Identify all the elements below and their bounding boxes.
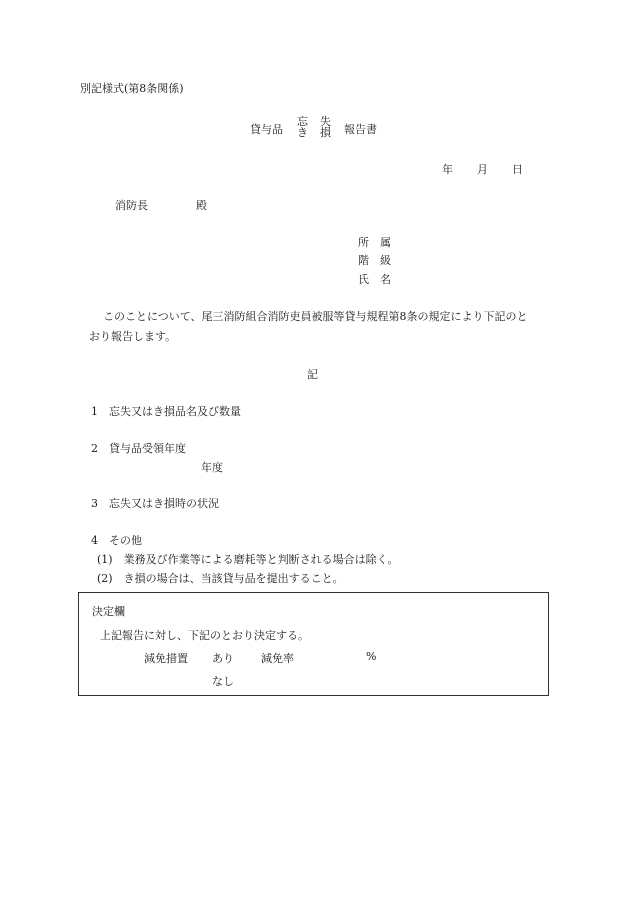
item-1: 1 忘失又はき損品名及び数量: [91, 405, 241, 418]
item-4: 4 その他: [91, 534, 142, 547]
date-year: 年: [442, 163, 453, 176]
body-line-2: おり報告します。: [89, 330, 177, 343]
body-line-1: このことについて、尾三消防組合消防吏員被服等貸与規程第8条の規定により下記のと: [103, 310, 528, 323]
item-3: 3 忘失又はき損時の状況: [91, 497, 219, 510]
title-prefix: 貸与品: [250, 123, 283, 136]
item-2: 2 貸与品受領年度: [91, 442, 186, 455]
item-4-sub-2: (2) き損の場合は、当該貸与品を提出すること。: [97, 572, 344, 585]
decision-percent: %: [366, 650, 377, 663]
title-stack-bottom-2: 損: [320, 126, 331, 139]
decision-text: 上記報告に対し、下記のとおり決定する。: [100, 629, 309, 642]
date-month: 月: [477, 163, 488, 176]
decision-measure-label: 減免措置: [144, 652, 188, 665]
title-stack-damaged: [320, 116, 331, 138]
reporter-name-label: 氏 名: [358, 273, 391, 286]
title-stack-top-2: 失: [320, 115, 331, 128]
title-stack-top-1: 忘: [297, 115, 308, 128]
date-day: 日: [512, 163, 523, 176]
title-suffix: 報告書: [344, 123, 377, 136]
title-stack-lost: [297, 116, 308, 138]
item-2-year: 年度: [201, 461, 223, 474]
decision-heading: 決定欄: [92, 605, 125, 618]
decision-option-yes: あり: [212, 652, 234, 665]
addressee-recipient: 消防長: [115, 199, 148, 212]
decision-box: [78, 592, 549, 696]
title-stack-bottom-1: き: [297, 126, 308, 139]
ki-heading: 記: [307, 368, 318, 381]
addressee-honorific: 殿: [196, 199, 207, 212]
item-4-sub-1: (1) 業務及び作業等による磨耗等と判断される場合は除く。: [97, 553, 399, 566]
decision-option-no: なし: [212, 675, 234, 688]
reporter-affiliation-label: 所 属: [358, 236, 391, 249]
form-header-reference: 別記様式(第8条関係): [80, 82, 184, 95]
decision-rate-label: 減免率: [261, 652, 294, 665]
reporter-rank-label: 階 級: [358, 254, 391, 267]
